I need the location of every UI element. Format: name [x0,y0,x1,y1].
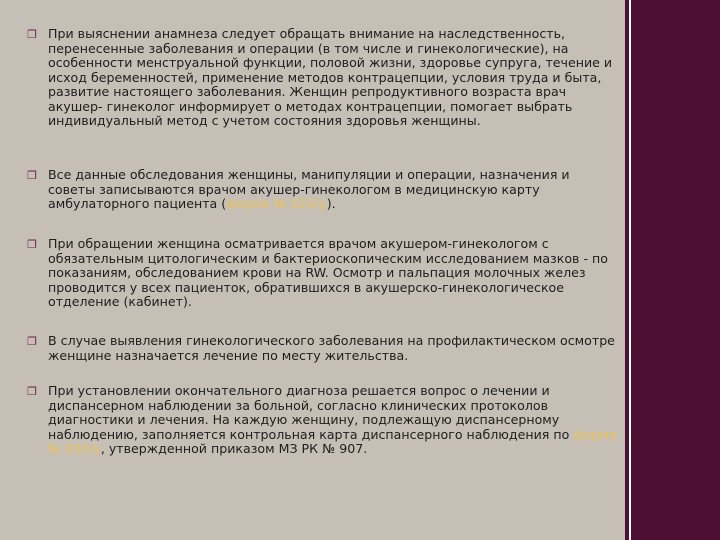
paragraph-treatment: В случае выявления гинекологического заболевания на профилактическом осмотре женщине назначается лечение по месту жительства. [48,333,615,363]
diamond-bullet-icon: ❐ [27,335,37,348]
form-030-link[interactable]: форме № 030/у [48,426,618,456]
decorative-sidebar [625,0,720,540]
paragraph-dispensary: При установлении окончательного диагноза решается вопрос о лечении и диспансерном наблюдении за больной, согласно клинических протоколов диагностики и лечения. На каждую женщину, подлежащую диспансерному наблюдению, заполняется контрольная карта диспансерного наблюдения по форме № 030/у, утвержденной приказом МЗ РК № 907. [48,383,618,456]
sidebar-divider-line [629,0,631,540]
paragraph-anamnesis: При выяснении анамнеза следует обращать внимание на наследственность, перенесенные заболевания и операции (в том числе и гинекологические), на особенности менструальной функции, половой жизни, здоровье супруга, течение и исход беременностей, применение методов контрацепции, условия труда и быта, развитие настоящего заболевания. Женщин репродуктивного возраста врач акушер- гинеколог информирует о методах контрацепции, помогает выбрать индивидуальный метод с учетом состояния здоровья женщины. [48,26,613,128]
paragraph-examination: При обращении женщина осматривается врачом акушером-гинекологом с обязательным цитологическим и бактериоскопическим исследованием мазков - по показаниям, обследованием крови на RW. Осмотр и пальпация молочных желез проводится у всех пациенток, обратившихся в акушерско-гинекологическое отделение (кабинет). [48,236,608,309]
diamond-bullet-icon: ❐ [27,169,37,182]
diamond-bullet-icon: ❐ [27,238,37,251]
diamond-bullet-icon: ❐ [27,28,37,41]
diamond-bullet-icon: ❐ [27,385,37,398]
form-025-link[interactable]: форма № 025/у [226,196,327,211]
paragraph-records: Все данные обследования женщины, манипуляции и операции, назначения и советы записываются врачом акушер-гинекологом в медицинскую карту амбулаторного пациента (форма № 025/у). [48,167,570,211]
